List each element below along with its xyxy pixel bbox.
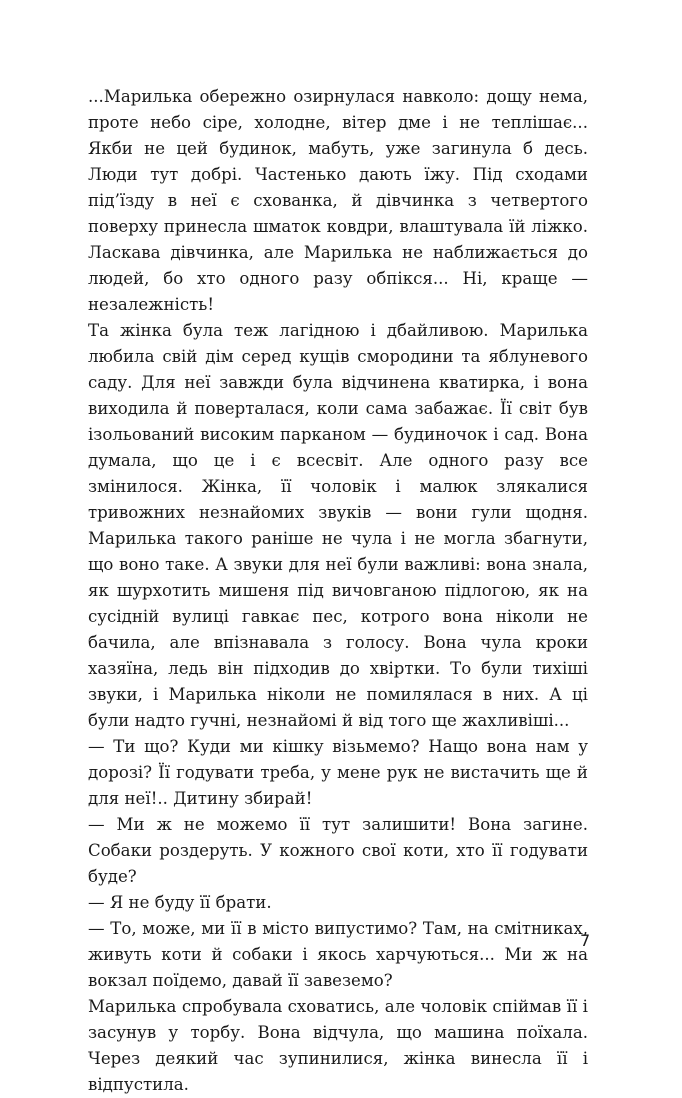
paragraph-6: — То, може, ми її в місто випустимо? Там, на смітниках, живуть коти й собаки і якось харчуються... Ми ж на вокзал поїдемо, давай її завеземо?	[88, 919, 588, 990]
page-number: 7	[580, 931, 591, 950]
paragraph-3: — Ти що? Куди ми кішку візьмемо? Нащо вона нам у дорозі? Її годувати треба, у мене рук не вистачить ще й для неї!.. Дитину збирай!	[88, 737, 588, 808]
paragraph-2: Та жінка була теж лагідною і дбайливою. Марилька любила свій дім серед кущів смородини та яблуневого саду. Для неї завжди була відчинена кватирка, і вона виходила й поверталася, коли сама забажає. Її світ був ізольований високим парканом — будиночок і сад. Вона думала, що це і є всесвіт. Але одного разу все змінилося. Жінка, її чоловік і малюк злякалися тривожних незнайомих звуків — вони гули щодня. Марилька такого раніше не чула і не могла збагнути, що воно таке. А звуки для неї були важливі: вона знала, як шурхотить мишеня під вичовганою підлогою, як на сусідній вулиці гавкає пес, котрого вона ніколи не бачила, але впізнавала з голосу. Вона чула кроки хазяїна, ледь він підходив до хвіртки. То були тихіші звуки, і Марилька ніколи не помилялася в них. А ці були надто гучні, незнайомі й від того ще жахливіші...	[88, 321, 588, 730]
paragraph-1: ...Марилька обережно озирнулася навколо: дощу нема, проте небо сіре, холодне, вітер дме і не теплішає... Якби не цей будинок, мабуть, уже загинула б десь. Люди тут добрі. Частенько дають їжу. Під сходами під’їзду в неї є схованка, й дівчинка з четвертого поверху принесла шматок ковдри, влаштувала їй ліжко. Ласкава дівчинка, але Марилька не наближається до людей, бо хто одного разу обпікся... Ні, краще — незалежність!	[88, 87, 588, 314]
body-text	[88, 84, 591, 1098]
paragraph-5: — Я не буду її брати.	[88, 893, 272, 912]
paragraph-7: Марилька спробувала сховатись, але чоловік спіймав її і засунув у торбу. Вона відчула, що машина поїхала. Через деякий час зупинилися, жінка винесла її і відпустила.	[88, 997, 588, 1094]
paragraph-4: — Ми ж не можемо її тут залишити! Вона загине. Собаки роздеруть. У кожного свої коти, хто її годувати буде?	[88, 815, 588, 886]
